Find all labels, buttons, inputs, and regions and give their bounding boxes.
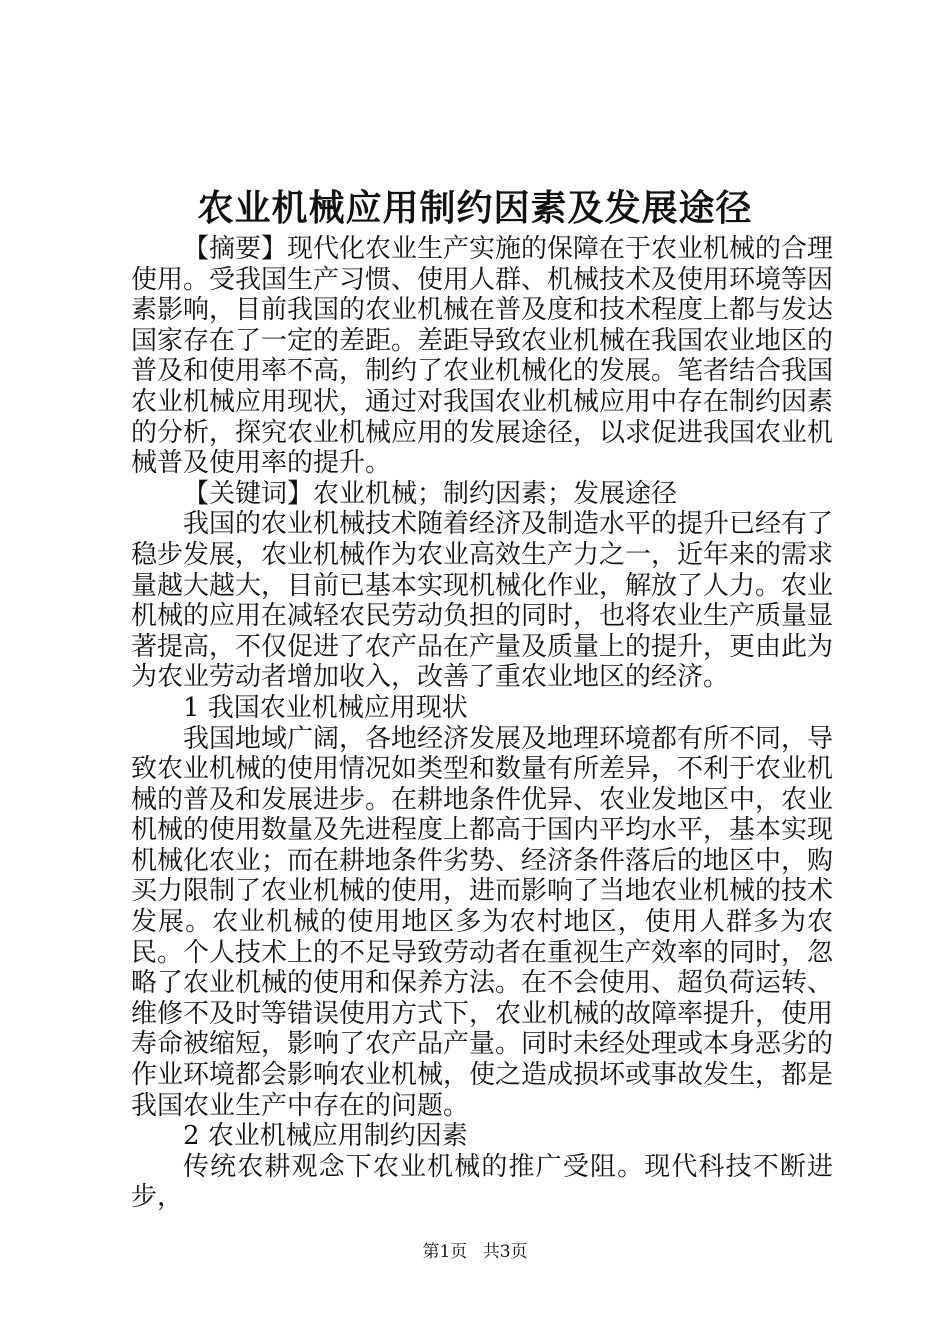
section-heading-1: 1 我国农业机械应用现状 xyxy=(183,692,468,723)
page-footer xyxy=(0,1240,950,1264)
abstract-paragraph: 【摘要】现代化农业生产实施的保障在于农业机械的合理使用。受我国生产习惯、使用人群、机械技术及使用环境等因素影响，目前我国的农业机械在普及度和技术程度上都与发达国家存在了一定的差距。差距导致农业机械在我国农业地区的普及和使用率不高，制约了农业机械化的发展。笔者结合我国农业机械应用现状，通过对我国农业机械应用中存在制约因素的分析，探究农业机械应用的发展途径，以求促进我国农业机械普及使用率的提升。 xyxy=(131,234,834,479)
document-body xyxy=(131,234,833,1213)
section-2-paragraph: 传统农耕观念下农业机械的推广受阻。现代科技不断进步， xyxy=(131,1151,833,1213)
page-total: 共3页 xyxy=(482,1242,528,1262)
keywords-paragraph: 【关键词】农业机械；制约因素；发展途径 xyxy=(183,478,678,509)
intro-paragraph: 我国的农业机械技术随着经济及制造水平的提升已经有了稳步发展，农业机械作为农业高效生产力之一，近年来的需求量越大越大，目前已基本实现机械化作业，解放了人力。农业机械的应用在减轻农民劳动负担的同时，也将农业生产质量显著提高，不仅促进了农产品在产量及质量上的提升，更由此为为农业劳动者增加收入，改善了重农业地区的经济。 xyxy=(131,509,834,693)
document-title: 农业机械应用制约因素及发展途径 xyxy=(197,187,753,229)
page-number: 第1页 xyxy=(422,1242,468,1262)
section-1-paragraph: 我国地域广阔，各地经济发展及地理环境都有所不同，导致农业机械的使用情况如类型和数量有所差异，不利于农业机械的普及和发展进步。在耕地条件优异、农业发地区中，农业机械的使用数量及先进程度上都高于国内平均水平，基本实现机械化农业；而在耕地条件劣势、经济条件落后的地区中，购买力限制了农业机械的使用，进而影响了当地农业机械的技术发展。农业机械的使用地区多为农村地区，使用人群多为农民。个人技术上的不足导致劳动者在重视生产效率的同时，忽略了农业机械的使用和保养方法。在不会使用、超负荷运转、维修不及时等错误使用方式下，农业机械的故障率提升，使用寿命被缩短，影响了农产品产量。同时未经处理或本身恶劣的作业环境都会影响农业机械，使之造成损坏或事故发生，都是我国农业生产中存在的问题。 xyxy=(131,723,834,1121)
section-heading-2: 2 农业机械应用制约因素 xyxy=(183,1121,468,1152)
